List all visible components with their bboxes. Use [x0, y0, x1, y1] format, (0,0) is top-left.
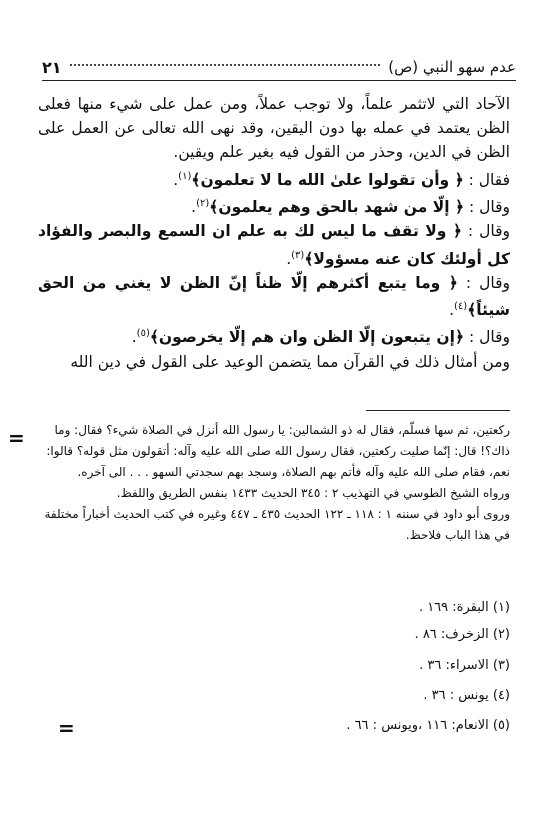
verse-quote-5 [38, 322, 510, 349]
footnote-continuation-mark: = [8, 426, 25, 450]
footnote-ref: (٥) [136, 328, 150, 340]
verse-end: . [173, 170, 179, 189]
verse-text: ﴿ إلّا من شهد بالحق وهم يعلمون﴾ [209, 198, 465, 217]
page-header [42, 54, 516, 81]
verse-lead: وقال : [468, 328, 510, 347]
closing-paragraph: ومن أمثال ذلك في القرآن مما يتضمن الوعيد على القول في دين الله [70, 352, 510, 371]
reference-3: (٣) الاسراء: ٣٦ . [419, 658, 510, 673]
header-dot-leader [70, 64, 381, 66]
verse-end: . [286, 249, 292, 268]
verse-quote-3 [38, 219, 510, 271]
footnote-line-1: ركعتين، ثم سها فسلّم، فقال له ذو الشمالين: يا رسول الله أنزل في الصلاة شيء؟ فقال: وما ذاك؟! قال: إنّما صليت ركعتين، فقال رسول الله صلى الله عليه وآله: أتقولون مثل قوله؟ قالوا: نعم، فقام صلى الله عليه وآله فأتم بهم الصلاة، وسجد بهم سجدتي السهو . . . الى آخره. [46, 423, 510, 479]
verse-text: ﴿ وأن تقولوا علىٰ الله ما لا تعلمون﴾ [191, 170, 464, 189]
verse-text: ﴿ وما يتبع أكثرهم إلّا ظناً إنّ الظن لا يغني من الحق شيئاً﴾ [38, 273, 510, 320]
verse-lead: فقال : [468, 170, 510, 189]
verse-quote-1 [38, 165, 510, 192]
footnote-block [42, 420, 510, 546]
footnote-ref: (٤) [454, 301, 468, 313]
reference-1: (١) البقرة: ١٦٩ . [418, 600, 510, 615]
opening-paragraph: الآحاد التي لاتثمر علماً، ولا توجب عملاً، ومن عمل على شيء منها فعلى الظن يعتمد في عمله بها دون اليقين، وقد نهى الله تعالى عن العمل على الظن في الدين، وحذر من القول فيه بغير علم ويقين. [38, 95, 510, 162]
verse-text: ﴿ ولا تقف ما ليس لك به علم ان السمع والبصر والفؤاد كل أولئك كان عنه مسؤولا﴾ [38, 222, 510, 268]
bottom-continuation-mark: = [58, 716, 75, 740]
footnote-ref: (١) [178, 170, 192, 182]
footnote-ref: (٢) [196, 197, 210, 209]
footnote-line-2: ورواه الشيخ الطوسي في التهذيب ٢ : ٣٤٥ الحديث ١٤٣٣ بنفس الطريق واللفظ. [116, 486, 510, 500]
verse-quote-4 [38, 271, 510, 323]
page-number: ٢١ [42, 57, 62, 77]
verse-end: . [131, 328, 137, 347]
main-text [38, 92, 510, 374]
verse-quote-2 [38, 192, 510, 219]
running-title: عدم سهو النبي (ص) [388, 58, 516, 76]
footnote-line-3: وروى أبو داود في سننه ١ : ١١٨ ـ ١٢٢ الحديث ٤٣٥ ـ ٤٤٧ وغيره في كتب الحديث أخباراً مختلفة في هذا الباب فلاحظ. [44, 507, 510, 542]
reference-2: (٢) الزخرف: ٨٦ . [414, 627, 510, 642]
verse-text: ﴿إن يتبعون إلّا الظن وان هم إلّا يخرصون﴾ [149, 328, 465, 347]
reference-5: (٥) الانعام: ١١٦ ،ويونس : ٦٦ . [346, 718, 510, 733]
footnote-ref: (٣) [291, 249, 305, 261]
footnote-separator [366, 410, 510, 411]
verse-end: . [449, 301, 454, 320]
verse-lead: وقال : [468, 198, 510, 217]
reference-4: (٤) يونس : ٣٦ . [423, 688, 510, 703]
verse-end: . [191, 198, 197, 217]
verse-lead: وقال : [467, 222, 510, 241]
verse-lead: وقال : [465, 273, 510, 292]
